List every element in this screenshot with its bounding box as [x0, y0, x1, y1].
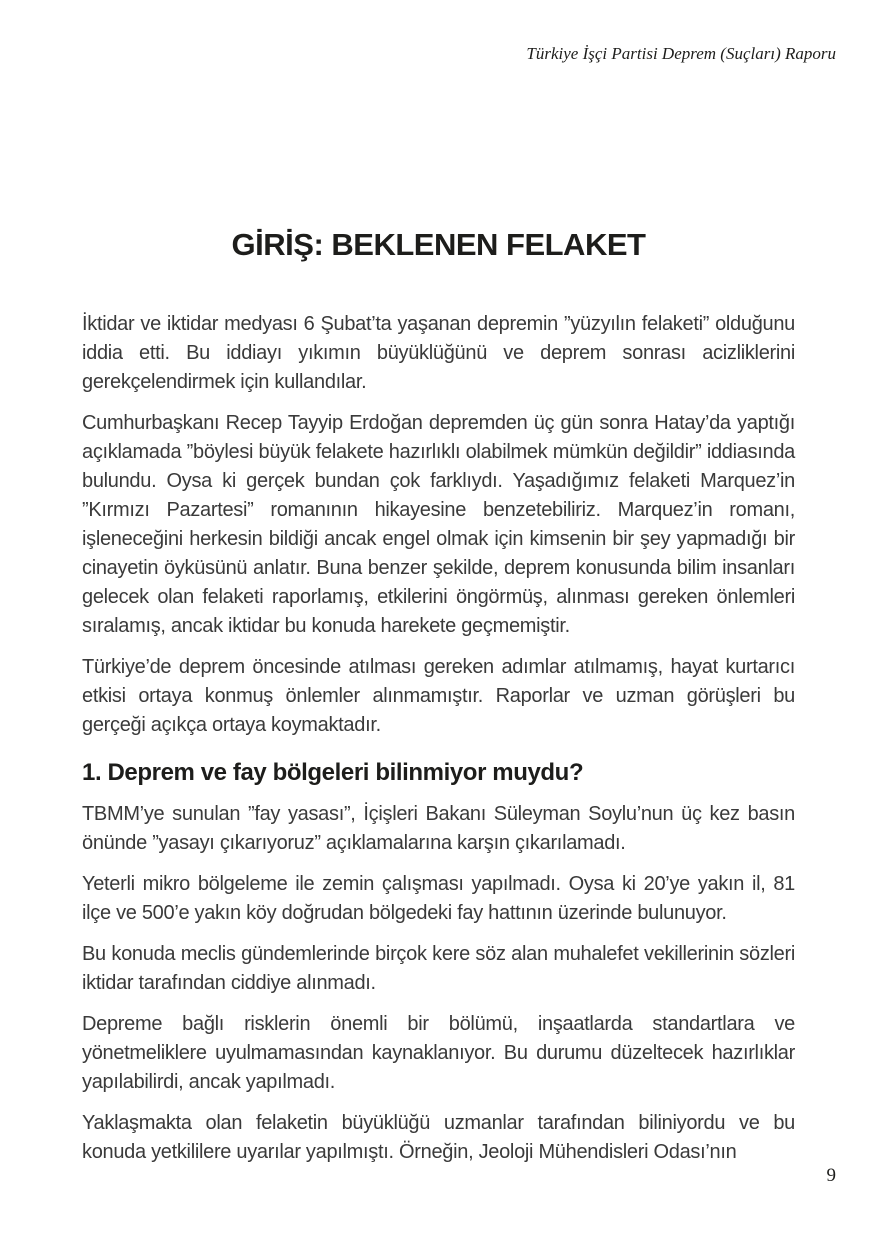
running-header: Türkiye İşçi Partisi Deprem (Suçları) Raporu: [526, 44, 836, 63]
section-1-paragraph-1: TBMM’ye sunulan ”fay yasası”, İçişleri Bakanı Süleyman Soylu’nun üç kez basın önünde ”yasayı çıkarıyoruz” açıklamalarına karşın çıkarılamadı.: [82, 803, 795, 854]
intro-paragraph-3: Türkiye’de deprem öncesinde atılması gereken adımlar atılmamış, hayat kurtarıcı etkisi ortaya konmuş önlemler alınmamıştır. Raporlar ve uzman görüşleri bu gerçeği açıkça ortaya koymaktadır.: [82, 656, 795, 736]
section-1-paragraph-5: Yaklaşmakta olan felaketin büyüklüğü uzmanlar tarafından biliniyordu ve bu konuda yetkililere uyarılar yapılmıştı. Örneğin, Jeoloji Mühendisleri Odası’nın: [82, 1112, 795, 1163]
section-1-paragraph-4: Depreme bağlı risklerin önemli bir bölümü, inşaatlarda standartlara ve yönetmeliklere uyulmamasından kaynaklanıyor. Bu durumu düzeltecek hazırlıklar yapılabilirdi, ancak yapılmadı.: [82, 1013, 795, 1093]
intro-paragraph-1: İktidar ve iktidar medyası 6 Şubat’ta yaşanan depremin ”yüzyılın felaketi” olduğunu iddia etti. Bu iddiayı yıkımın büyüklüğünü ve deprem sonrası acizliklerini gerekçelendirmek için kullandılar.: [82, 313, 795, 393]
section-1-paragraph-2: Yeterli mikro bölgeleme ile zemin çalışması yapılmadı. Oysa ki 20’ye yakın il, 81 ilçe ve 500’e yakın köy doğrudan bölgedeki fay hattının üzerinde bulunuyor.: [82, 873, 795, 924]
intro-paragraph-2: Cumhurbaşkanı Recep Tayyip Erdoğan depremden üç gün sonra Hatay’da yaptığı açıklamada ”böylesi büyük felakete hazırlıklı olabilmek mümkün değildir” iddiasında bulundu. Oysa ki gerçek bundan çok farklıydı. Yaşadığımız felaketi Marquez’in ”Kırmızı Pazartesi” romanının hikayesine benzetebiliriz. Marquez’in romanı, işleneceğini herkesin bildiği ancak engel olmak için kimsenin bir şey yapmadığı bir cinayetin öyküsünü anlatır. Buna benzer şekilde, deprem konusunda bilim insanları gelecek olan felaketi raporlamış, etkilerini öngörmüş, alınması gereken önlemleri sıralamış, ancak iktidar bu konuda harekete geçmemiştir.: [82, 412, 795, 637]
section-1-heading: 1. Deprem ve fay bölgeleri bilinmiyor muydu?: [82, 759, 584, 786]
page-number: 9: [826, 1165, 836, 1186]
page-content: [82, 226, 795, 1179]
page-title: GİRİŞ: BEKLENEN FELAKET: [231, 227, 646, 262]
section-1-paragraph-3: Bu konuda meclis gündemlerinde birçok kere söz alan muhalefet vekillerinin sözleri iktidar tarafından ciddiye alınmadı.: [82, 943, 795, 994]
